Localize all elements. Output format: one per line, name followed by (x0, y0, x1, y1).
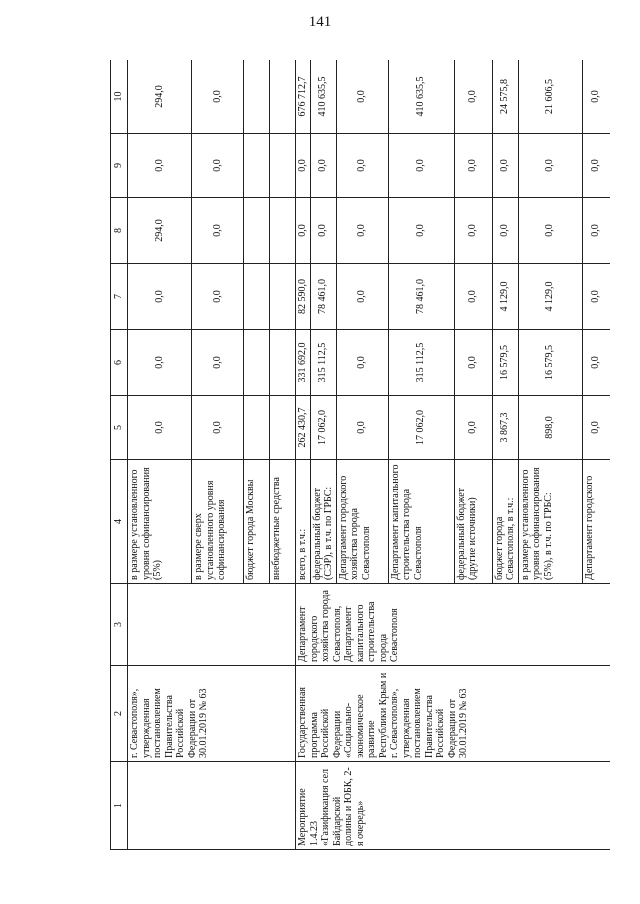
prev-col1-cell (128, 762, 296, 850)
column-header: 7 (111, 264, 128, 330)
value-cell: 4 129,0 (518, 264, 582, 330)
value-cell: 0,0 (192, 60, 244, 134)
column-header: 2 (111, 666, 128, 762)
row-label: всего, в т.ч.: (296, 460, 311, 584)
value-cell: 0,0 (336, 264, 388, 330)
column-header: 5 (111, 396, 128, 460)
value-cell: 294,0 (128, 198, 192, 264)
value-cell: 0,0 (128, 264, 192, 330)
value-cell: 0,0 (582, 264, 610, 330)
value-cell: 0,0 (336, 60, 388, 134)
value-cell (270, 264, 296, 330)
value-cell: 24 575,8 (492, 60, 518, 134)
value-cell: 294,0 (128, 60, 192, 134)
value-cell (270, 396, 296, 460)
page-number: 141 (308, 14, 332, 30)
row-label: внебюджетные средства (270, 460, 296, 584)
prev-program-cell: г. Севастополя», утвержденная постановлением Правительства Российской Федерации от 30.01.2019 № 63 (128, 666, 296, 762)
value-cell: 16 579,5 (492, 330, 518, 396)
value-cell: 0,0 (582, 396, 610, 460)
value-cell: 4 129,0 (492, 264, 518, 330)
program-cell: Государственная программа Российской Федерации «Социально-экономическое развитие Республики Крым и г. Севастополя», утвержденная постановлением Правительства Российской Федерации от 30.01.2019 № 63 (296, 666, 611, 762)
value-cell: 0,0 (296, 198, 311, 264)
value-cell: 0,0 (582, 134, 610, 198)
row-label: бюджет города Москвы (244, 460, 270, 584)
column-header-row (111, 60, 128, 850)
value-cell: 315 112,5 (388, 330, 454, 396)
value-cell (244, 264, 270, 330)
value-cell: 17 062,0 (388, 396, 454, 460)
value-cell: 17 062,0 (310, 396, 336, 460)
value-cell: 0,0 (388, 134, 454, 198)
row-label: Департамент городского хозяйства города Севастополя (336, 460, 388, 584)
value-cell: 0,0 (492, 134, 518, 198)
value-cell: 0,0 (128, 396, 192, 460)
value-cell: 0,0 (192, 198, 244, 264)
column-header: 9 (111, 134, 128, 198)
value-cell: 262 430,7 (296, 396, 311, 460)
row-label: Департамент городского (582, 460, 610, 584)
value-cell (244, 134, 270, 198)
value-cell: 78 461,0 (388, 264, 454, 330)
value-cell: 410 635,5 (388, 60, 454, 134)
prev-executor-cell (128, 584, 296, 666)
value-cell (270, 330, 296, 396)
value-cell: 410 635,5 (310, 60, 336, 134)
value-cell: 0,0 (336, 396, 388, 460)
value-cell: 0,0 (582, 330, 610, 396)
row-label: федеральный бюджет (другие источники) (454, 460, 492, 584)
column-header: 8 (111, 198, 128, 264)
column-header: 10 (111, 60, 128, 134)
value-cell: 0,0 (454, 198, 492, 264)
value-cell: 331 692,0 (296, 330, 311, 396)
value-cell: 0,0 (128, 134, 192, 198)
column-header: 1 (111, 762, 128, 850)
value-cell: 0,0 (454, 134, 492, 198)
value-cell: 0,0 (388, 198, 454, 264)
value-cell (244, 60, 270, 134)
value-cell: 0,0 (582, 198, 610, 264)
row-label: в размере установленного уровня софинансирования (5%), в т.ч. по ГРБС: (518, 460, 582, 584)
value-cell (244, 330, 270, 396)
value-cell: 0,0 (192, 396, 244, 460)
table-row (128, 60, 192, 850)
value-cell: 0,0 (582, 60, 610, 134)
rotated-table-container (110, 60, 610, 850)
value-cell (270, 134, 296, 198)
row-label: в размере сверх установленного уровня софинансирования (192, 460, 244, 584)
value-cell (270, 198, 296, 264)
row-label: Департамент капитального строительства города Севастополя (388, 460, 454, 584)
value-cell: 0,0 (454, 60, 492, 134)
value-cell: 0,0 (454, 264, 492, 330)
row-label: в размере установленного уровня софинансирования (5%) (128, 460, 192, 584)
value-cell: 0,0 (128, 330, 192, 396)
value-cell (270, 60, 296, 134)
value-cell: 0,0 (296, 134, 311, 198)
row-label: федеральный бюджет (СЭР), в т.ч. по ГРБС: (310, 460, 336, 584)
column-header: 4 (111, 460, 128, 584)
value-cell: 16 579,5 (518, 330, 582, 396)
value-cell: 0,0 (192, 330, 244, 396)
value-cell: 0,0 (310, 198, 336, 264)
value-cell: 898,0 (518, 396, 582, 460)
value-cell: 0,0 (454, 396, 492, 460)
value-cell: 315 112,5 (310, 330, 336, 396)
value-cell: 0,0 (192, 134, 244, 198)
value-cell: 0,0 (336, 330, 388, 396)
executor-cell: Департамент городского хозяйства города Севастополя, Департамент капитального строительства города Севастополя (296, 584, 611, 666)
value-cell: 21 606,5 (518, 60, 582, 134)
value-cell: 0,0 (518, 134, 582, 198)
column-header: 6 (111, 330, 128, 396)
budget-table (110, 60, 610, 850)
value-cell: 3 867,3 (492, 396, 518, 460)
row-label: бюджет города Севастополя, в т.ч.: (492, 460, 518, 584)
value-cell: 78 461,0 (310, 264, 336, 330)
value-cell: 0,0 (336, 134, 388, 198)
rotated-table-frame (110, 60, 610, 850)
event-title-cell: Мероприятие 1.4.23 «Газификация сел Байдарской долины и ЮБК, 2-я очередь» (296, 762, 611, 850)
value-cell (244, 396, 270, 460)
value-cell: 0,0 (310, 134, 336, 198)
column-header: 3 (111, 584, 128, 666)
value-cell: 0,0 (492, 198, 518, 264)
value-cell: 0,0 (518, 198, 582, 264)
value-cell: 0,0 (192, 264, 244, 330)
value-cell: 82 590,0 (296, 264, 311, 330)
table-row (296, 60, 311, 850)
value-cell: 0,0 (336, 198, 388, 264)
value-cell: 676 712,7 (296, 60, 311, 134)
value-cell (244, 198, 270, 264)
value-cell: 0,0 (454, 330, 492, 396)
